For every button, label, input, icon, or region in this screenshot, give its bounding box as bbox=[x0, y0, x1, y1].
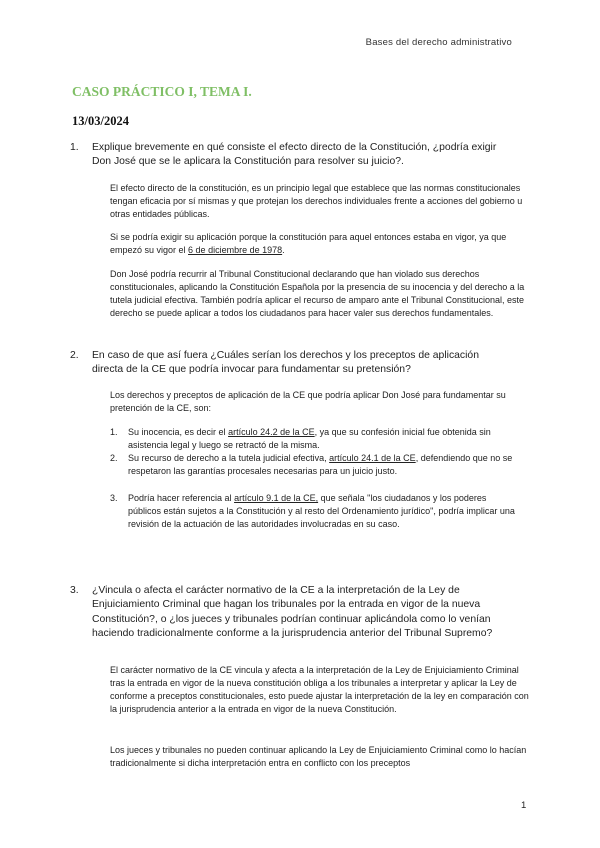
question-text: ¿Vincula o afecta el carácter normativo de la CE a la interpretación de la Ley de Enjuiciamiento Criminal que hagan los tribunales por la entrada en vigor de la nueva Constitución?, o ¿los jueces y tribunales podrían continuar aplicándola como lo venían haciendo tradicionalmente conforme a la jurisprudencia anterior del Tribunal Supremo? bbox=[92, 585, 493, 639]
answer-3-paragraph-1: El carácter normativo de la CE vincula y afecta a la interpretación de la Ley de Enjuiciamiento Criminal tras la entrada en vigor de la nueva constitución obliga a los tribunales a interpretar y aplicar la Ley de conforme a preceptos constitucionales, esto puede ajustar la interpretación de la ley en comparación con la jurisprudencia anterior a la entrada en vigor de la nueva Constitución. bbox=[110, 665, 529, 714]
running-header: Bases del derecho administrativo bbox=[365, 37, 512, 48]
answer-1-paragraph-2: Si se podría exigir su aplicación porque la constitución para aquel entonces estaba en vigor, ya que empezó su vigor el 6 de diciembre de 1978. bbox=[110, 232, 507, 255]
document-date: 13/03/2024 bbox=[72, 114, 129, 128]
answer-2-intro: Los derechos y preceptos de aplicación de la CE que podría aplicar Don José para fundamentar su pretención de la CE, son: bbox=[110, 390, 506, 413]
list-item: 1. Su inocencia, es decir el artículo 24.2 de la CE, ya que su confesión inicial fue obtenida sin asistencia legal y luego se retractó de la misma. bbox=[110, 427, 491, 450]
article-reference: artículo 24.1 de la CE bbox=[329, 453, 416, 463]
question-2 bbox=[70, 349, 512, 378]
date-reference: 6 de diciembre de 1978 bbox=[188, 245, 283, 255]
list-item: 3. Podría hacer referencia al artículo 9.1 de la CE, que señala "los ciudadanos y los poderes públicos están sujetos a la Constitución y al resto del Ordenamiento jurídico", podría implicar una revisión de la actuación de las autoridades involucradas en su caso. bbox=[110, 493, 515, 529]
answer-1-paragraph-3: Don José podría recurrir al Tribunal Constitucional declarando que han violado sus derechos constitucionales, aplicando la Constitución Española por la presencia de su inocencia y del derecho a la tutela judicial efectiva. También podría aplicar el recurso de amparo ante el Tribunal Constitucional, este derecho se puede aplicar a todos los ciudadanos para hacer valer sus derechos fundamentales. bbox=[110, 269, 525, 318]
question-number: 3. bbox=[70, 585, 79, 596]
answer-1-paragraph-1: El efecto directo de la constitución, es un principio legal que establece que las normas constitucionales tengan eficacia por sí mismas y que protejan los derechos individuales frente a acciones del gobierno u otras entidades públicas. bbox=[110, 183, 523, 219]
question-1 bbox=[70, 141, 512, 170]
question-3 bbox=[70, 584, 512, 641]
page-number: 1 bbox=[521, 800, 527, 811]
question-number: 1. bbox=[70, 142, 79, 153]
answer-3-paragraph-2: Los jueces y tribunales no pueden continuar aplicando la Ley de Enjuiciamiento Criminal como lo hacían tradicionalmente si dicha interpretación entra en conflicto con los preceptos bbox=[110, 745, 527, 768]
document-title: CASO PRÁCTICO I, TEMA I. bbox=[72, 84, 252, 99]
list-item: 2. Su recurso de derecho a la tutela judicial efectiva, artículo 24.1 de la CE, defendiendo que no se respetaron las garantías procesales necesarias para un juicio justo. bbox=[110, 453, 513, 476]
article-reference: artículo 24.2 de la CE bbox=[228, 427, 315, 437]
question-text: Explique brevemente en qué consiste el efecto directo de la Constitución, ¿podría exigir Don José que se le aplicara la Constitución para resolver su juicio?. bbox=[92, 142, 497, 168]
question-number: 2. bbox=[70, 350, 79, 361]
question-text: En caso de que así fuera ¿Cuáles serían los derechos y los preceptos de aplicación directa de la CE que podría invocar para fundamentar su pretensión? bbox=[92, 350, 479, 376]
article-reference: artículo 9.1 de la CE, bbox=[234, 493, 319, 503]
